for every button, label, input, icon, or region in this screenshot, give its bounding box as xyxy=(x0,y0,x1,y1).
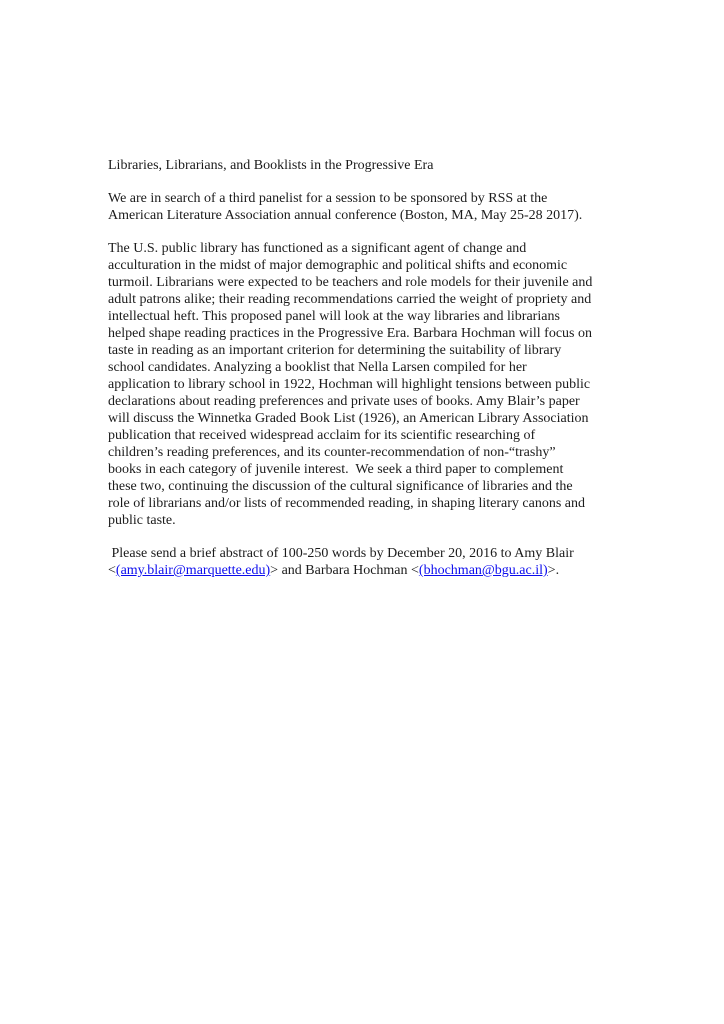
document-content xyxy=(108,157,693,595)
closing-paragraph xyxy=(108,545,693,579)
amy-blair-email-link[interactable]: (amy.blair@marquette.edu) xyxy=(115,563,271,578)
body-paragraph: The U.S. public library has functioned as a significant agent of change and acculturation in the midst of major demographic and political shifts and economic turmoil. Librarians were expected to be teachers and role models for their juvenile and adult patrons alike; their reading recommendations carried the weight of propriety and intellectual heft. This proposed panel will look at the way libraries and librarians helped shape reading practices in the Progressive Era. Barbara Hochman will focus on taste in reading as an important criterion for determining the suitability of library school candidates. Analyzing a booklist that Nella Larsen compiled for her application to library school in 1922, Hochman will highlight tensions between public declarations about reading preferences and private uses of books. Amy Blair’s paper will discuss the Winnetka Graded Book List (1926), an American Library Association publication that received widespread acclaim for its scientific researching of children’s reading preferences, and its counter-recommendation of non-“trashy” books in each category of juvenile interest. We seek a third paper to complement these two, continuing the discussion of the cultural significance of libraries and the role of librarians and/or lists of recommended reading, in shaping literary canons and public taste. xyxy=(108,241,593,528)
closing-text-after-links: >. xyxy=(547,563,560,578)
document-title: Libraries, Librarians, and Booklists in the Progressive Era xyxy=(108,158,434,173)
barbara-hochman-email-link[interactable]: (bhochman@bgu.ac.il) xyxy=(418,563,548,578)
closing-text-before-first-link: Please send a brief abstract of 100-250 words by December 20, 2016 to Amy Blair < xyxy=(108,546,574,578)
closing-text-between-links: > and Barbara Hochman < xyxy=(270,563,419,578)
intro-paragraph: We are in search of a third panelist for a session to be sponsored by RSS at the American Literature Association annual conference (Boston, MA, May 25-28 2017). xyxy=(108,191,583,223)
